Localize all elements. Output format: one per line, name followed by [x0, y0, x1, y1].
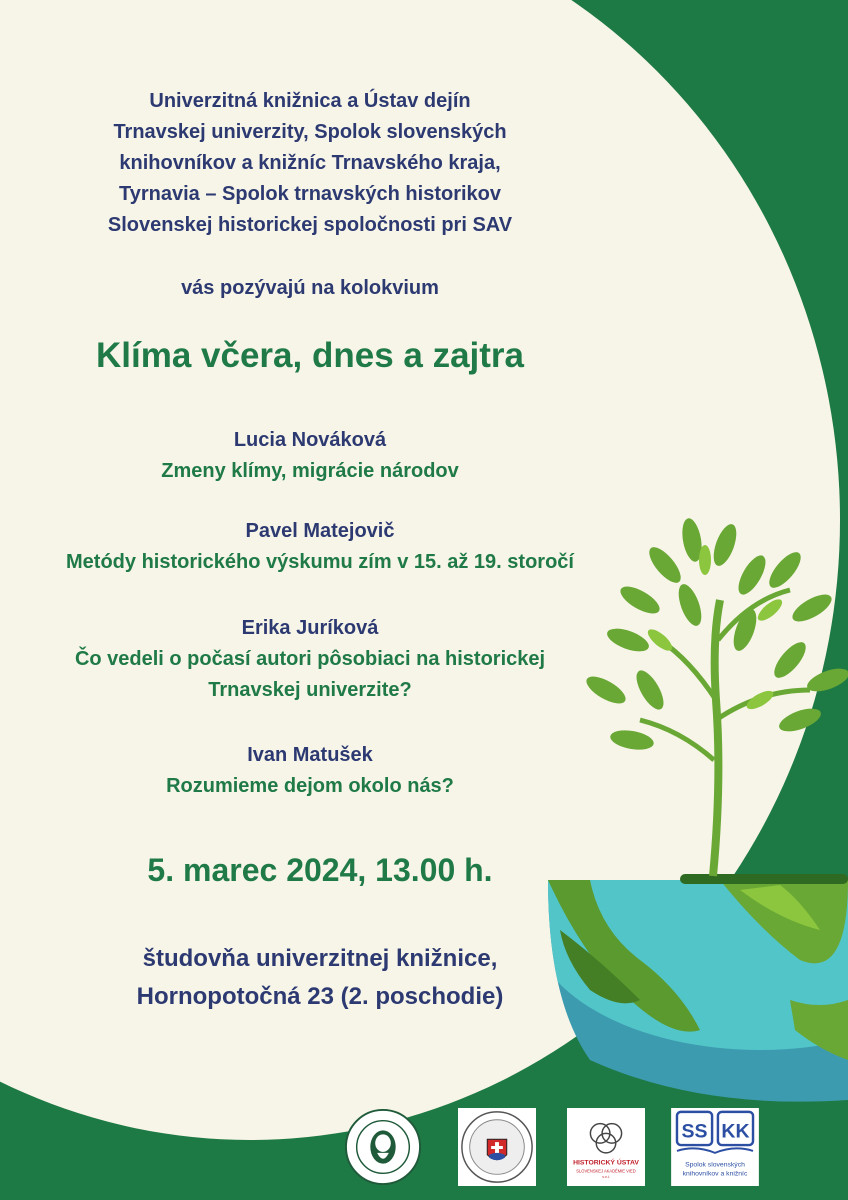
speaker-name: Erika Juríková [241, 617, 379, 639]
historicky-ustav-logo [566, 1108, 646, 1186]
talk-topic: Čo vedeli o počasí autori pôsobiaci na historickej [74, 648, 546, 670]
organizer-line: Tyrnavia – Spolok trnavských historikov [119, 183, 501, 205]
logo-text: HISTORICKÝ ÚSTAV [573, 1159, 639, 1167]
svg-text:KK: KK [721, 1120, 750, 1143]
logo-caption: knihovníkov a knižníc [682, 1170, 748, 1178]
talk-4 [0, 740, 620, 802]
talk-2 [0, 516, 640, 578]
organizer-line: Univerzitná knižnica a Ústav dejín [149, 90, 471, 112]
organizer-line: Slovenskej historickej spoločnosti pri SAV [107, 214, 513, 236]
organizer-line: Trnavskej univerzity, Spolok slovenských [113, 121, 507, 143]
event-venue [0, 940, 640, 1016]
talk-3 [0, 613, 620, 706]
university-seal-logo [344, 1108, 422, 1186]
event-title: Klíma včera, dnes a zajtra [96, 336, 524, 375]
svg-text:SS: SS [681, 1120, 708, 1143]
logo-text: SLOVENSKEJ AKADÉMIE VIED [576, 1168, 636, 1174]
talk-topic: Metódy historického výskumu zím v 15. až 19. storočí [66, 551, 574, 573]
event-date: 5. marec 2024, 13.00 h. [147, 852, 493, 888]
logo-caption: Spolok slovenských [685, 1161, 745, 1169]
logo-text: v.v.i. [602, 1174, 610, 1180]
speaker-name: Lucia Nováková [233, 429, 387, 451]
invite-line: vás pozývajú na kolokvium [181, 277, 439, 299]
venue-line: študovňa univerzitnej knižnice, [142, 945, 498, 972]
venue-line: Hornopotočná 23 (2. poschodie) [136, 983, 504, 1010]
talk-topic: Rozumieme dejom okolo nás? [166, 775, 454, 797]
talk-topic: Zmeny klímy, migrácie národov [161, 460, 459, 482]
speaker-name: Ivan Matušek [247, 744, 373, 766]
coat-of-arms-logo [458, 1108, 536, 1186]
talk-1 [0, 425, 620, 487]
sskk-logo [670, 1108, 760, 1186]
talk-topic: Trnavskej univerzite? [208, 679, 412, 701]
speaker-name: Pavel Matejovič [245, 520, 395, 542]
organizer-line: knihovníkov a knižníc Trnavského kraja, [119, 152, 501, 174]
organizers-block [0, 86, 620, 241]
